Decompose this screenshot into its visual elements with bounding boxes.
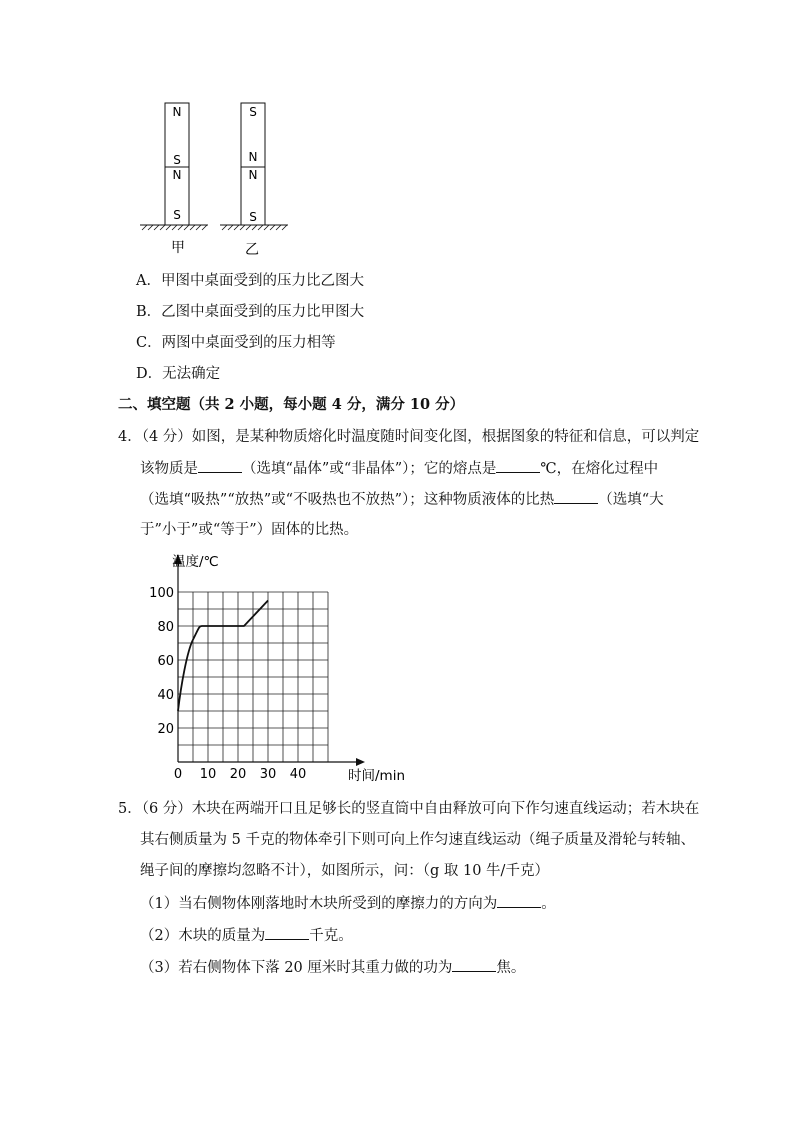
q4-line3b: （选填“大 — [598, 492, 664, 508]
temperature-chart-svg — [150, 548, 420, 788]
q5-line2: 其右侧质量为 5 千克的物体牵引下则可向上作匀速直线运动（绳子质量及滑轮与转轴、 — [140, 832, 695, 848]
x-tick-label: 20 — [229, 767, 247, 782]
q5-blank-3[interactable] — [452, 957, 496, 972]
q5-blank-1[interactable] — [497, 893, 541, 908]
figure-label-jia: 甲 — [171, 240, 185, 256]
q4-line2b: （选填“晶体”或“非晶体”）；它的熔点是 — [242, 461, 497, 477]
left-upper-bottom-pole: S — [173, 153, 181, 167]
x-tick-label: 30 — [259, 767, 277, 782]
figure-label-yi: 乙 — [245, 242, 259, 258]
chart-xlabel: 时间/min — [348, 768, 406, 784]
y-tick-label: 40 — [157, 688, 174, 703]
right-lower-bottom-pole: S — [249, 210, 257, 224]
q4-line1: 4．（4 分）如图，是某种物质熔化时温度随时间变化图，根据图象的特征和信息，可以判定 — [118, 429, 700, 445]
right-upper-top-pole: S — [249, 105, 257, 119]
left-lower-bottom-pole: S — [173, 208, 181, 222]
q5-sub2 — [140, 925, 353, 946]
q5-sub1b: 。 — [541, 896, 556, 912]
magnet-figure — [138, 100, 298, 260]
q5-sub1 — [140, 893, 556, 914]
left-lower-top-pole: N — [172, 168, 182, 182]
right-lower-top-pole: N — [248, 168, 258, 182]
q5-sub2a: （2）木块的质量为 — [140, 928, 266, 944]
q4-line2a: 该物质是 — [140, 461, 198, 477]
q5-line1: 5．（6 分）木块在两端开口且足够长的竖直筒中自由释放可向下作匀速直线运动；若木块在 — [118, 801, 700, 817]
q4-line4: 于”小于”或“等于”）固体的比热。 — [140, 522, 359, 538]
q4-blank-2[interactable] — [496, 458, 540, 473]
q5-line3: 绳子间的摩擦均忽略不计），如图所示，问：（g 取 10 牛/千克） — [140, 863, 549, 879]
y-tick-label: 80 — [157, 620, 174, 635]
magnet-diagram — [138, 100, 298, 260]
q5-sub1a: （1）当右侧物体刚落地时木块所受到的摩擦力的方向为 — [140, 896, 498, 912]
q5-sub3 — [140, 957, 525, 978]
q5-blank-2[interactable] — [265, 925, 309, 940]
chart-ylabel: 温度/℃ — [172, 554, 219, 570]
option-c: C．两图中桌面受到的压力相等 — [136, 335, 336, 351]
left-upper-top-pole: N — [172, 105, 182, 119]
q4-line3 — [140, 489, 664, 510]
q4-blank-3[interactable] — [554, 489, 598, 504]
option-d: D．无法确定 — [136, 366, 221, 382]
x-tick-label: 40 — [289, 767, 307, 782]
option-b: B．乙图中桌面受到的压力比甲图大 — [136, 304, 365, 320]
y-tick-label: 60 — [157, 654, 174, 669]
q5-sub3a: （3）若右侧物体下落 20 厘米时其重力做的功为 — [140, 960, 453, 976]
x-tick-label: 10 — [199, 767, 217, 782]
y-tick-label: 100 — [150, 586, 174, 601]
q5-sub2b: 千克。 — [309, 928, 353, 944]
q4-line2 — [140, 458, 658, 479]
right-table-hatch — [222, 225, 287, 230]
option-a: A．甲图中桌面受到的压力比乙图大 — [136, 273, 364, 289]
q4-blank-1[interactable] — [198, 458, 242, 473]
right-upper-bottom-pole: N — [248, 150, 258, 164]
x-axis-arrow — [356, 758, 365, 766]
q5-sub3b: 焦。 — [496, 960, 526, 976]
left-table-hatch — [142, 225, 207, 230]
q4-line2c: ℃，在熔化过程中 — [540, 461, 659, 477]
y-tick-label: 20 — [157, 722, 174, 737]
x-tick-label: 0 — [173, 767, 183, 782]
temperature-chart — [150, 548, 420, 788]
q4-line3a: （选填“吸热”“放热”或“不吸热也不放热”）；这种物质液体的比热 — [140, 492, 555, 508]
section-title: 二、填空题（共 2 小题，每小题 4 分，满分 10 分） — [118, 396, 465, 413]
